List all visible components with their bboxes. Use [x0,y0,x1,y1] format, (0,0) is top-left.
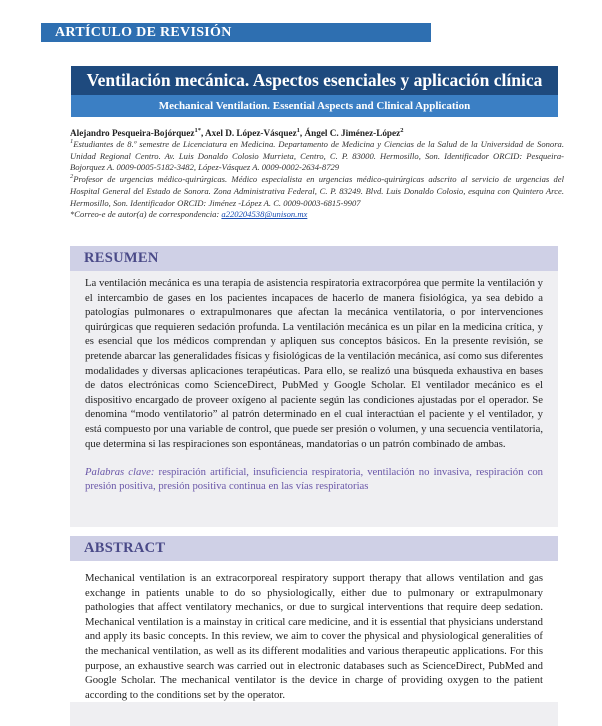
abstract-panel [70,536,558,726]
affiliation [70,139,564,174]
author-sup: 1 [296,126,300,134]
resumen-panel [70,246,558,527]
affiliation [70,174,564,209]
abstract-heading: ABSTRACT [70,536,558,561]
keywords-label: Palabras clave: [85,466,155,479]
author-sup: 2 [400,126,404,134]
correspondence [70,209,564,221]
title-block [71,66,558,117]
affiliation-sup: 2 [70,173,74,181]
article-subtitle: Mechanical Ventilation. Essential Aspects and Clinical Application [71,95,558,117]
affiliations [70,139,564,221]
author-name: Axel D. López-Vásquez [205,128,297,138]
abstract-body-container [70,561,558,702]
author-name: Alejandro Pesqueira-Bojórquez [70,128,195,138]
article-title: Ventilación mecánica. Aspectos esenciales y aplicación clínica [71,66,558,95]
resumen-keywords [85,466,543,493]
correspondence-email-link[interactable]: a220204538@unison.mx [221,209,308,220]
resumen-body: La ventilación mecánica es una terapia de asistencia respiratoria extracorpórea que permite la ventilación y el intercambio de gases en los pacientes incapaces de hacerlo de manera fisiológica, ya sea debido a patologías pulmonares o extrapulmonares que afectan la mecánica ventilatoria, o por intervenciones quirúrgicas que requieren sedación profunda. La ventilación mecánica es un pilar en la medicina crítica, y es esencial que los médicos comprendan y apliquen sus conceptos básicos. En la presente revisión, se pretende abarcar las generalidades físicas y fisiológicas de la ventilación mecánica, así como sus diferentes modalidades y diversas aplicaciones terapéuticas. Para ello, se realizó una búsqueda exhaustiva en bases de datos electrónicas como ScienceDirect, PubMed y Google Scholar. El ventilador mecánico es el dispositivo encargado de proveer oxígeno al paciente según las condiciones ajustadas por el operador. Se denomina “modo ventilatorio” al patrón determinado en el cual interactúan el paciente y el ventilador, y está compuesto por una variable de control, que puede ser presión o volumen, y una secuencia ventilatoria, que determina si las respiraciones son espontáneas, mandatorias o un patrón combinado de ambas. [85,277,543,450]
affiliation-text: Profesor de urgencias médico-quirúrgicas. Médico especialista en urgencias médico-quirúrgicas adscrito al servicio de urgencias del Hospital General del Estado de Sonora. Zona Administrativa Federal, C. P. 83249. Blvd. Luis Donaldo Colosio, esquina con Quintero Arce. Hermosillo, Son. Identificador ORCID: Jiménez -López A. C. 0009-0003-6815-9907 [70,174,564,208]
affiliation-sup: 1 [70,138,74,146]
author-list: Alejandro Pesqueira-Bojórquez$^{1*}$, Axel D. López-Vásquez$^1$, Ángel C. Jiménez-López$^2$ [70,126,404,138]
resumen-body-container [70,271,558,494]
section-tag: ARTÍCULO DE REVISIÓN [41,23,431,42]
author-name: Ángel C. Jiménez-López [304,128,401,138]
affiliation-text: Estudiantes de 8.º semestre de Licenciatura en Medicina. Departamento de Medicina y Ciencias de la Salud de la Universidad de Sonora. Unidad Regional Centro. Av. Luis Donaldo Colosio Murrieta, Centro, C. P. 83000. Hermosillo, Son. Identificador ORCID: Pesqueira-Bojorquez A. 0009-0005-5182-3482, López-Vásquez A. 0009-0002-2634-8729 [70,139,564,173]
resumen-heading: RESUMEN [70,246,558,271]
abstract-body: Mechanical ventilation is an extracorporeal respiratory support therapy that allows ventilation and gas exchange in patients unable to do so physiologically, either due to pulmonary or extrapulmonary pathologies that affect ventilatory mechanics, or due to surgical interventions that require deep sedation. Mechanical ventilation is a mainstay in critical care medicine, and it is essential that physicians understand and apply its basic concepts. In this review, we aim to cover the physical and physiological generalities of the mechanical ventilation, as well as its different modalities and various therapeutic applications. For this purpose, an exhaustive search was carried out in electronic databases such as ScienceDirect, PubMed and Google Scholar. The mechanical ventilator is the device in charge of providing oxygen to the patient according to the conditions set by the operator. [85,572,543,701]
keywords-text: respiración artificial, insuficiencia respiratoria, ventilación no invasiva, respiración con presión positiva, presión positiva continua en las vías respiratorias [85,466,544,492]
author-sup: 1* [194,126,201,134]
correspondence-label: *Correo-e de autor(a) de correspondencia: [70,209,222,220]
